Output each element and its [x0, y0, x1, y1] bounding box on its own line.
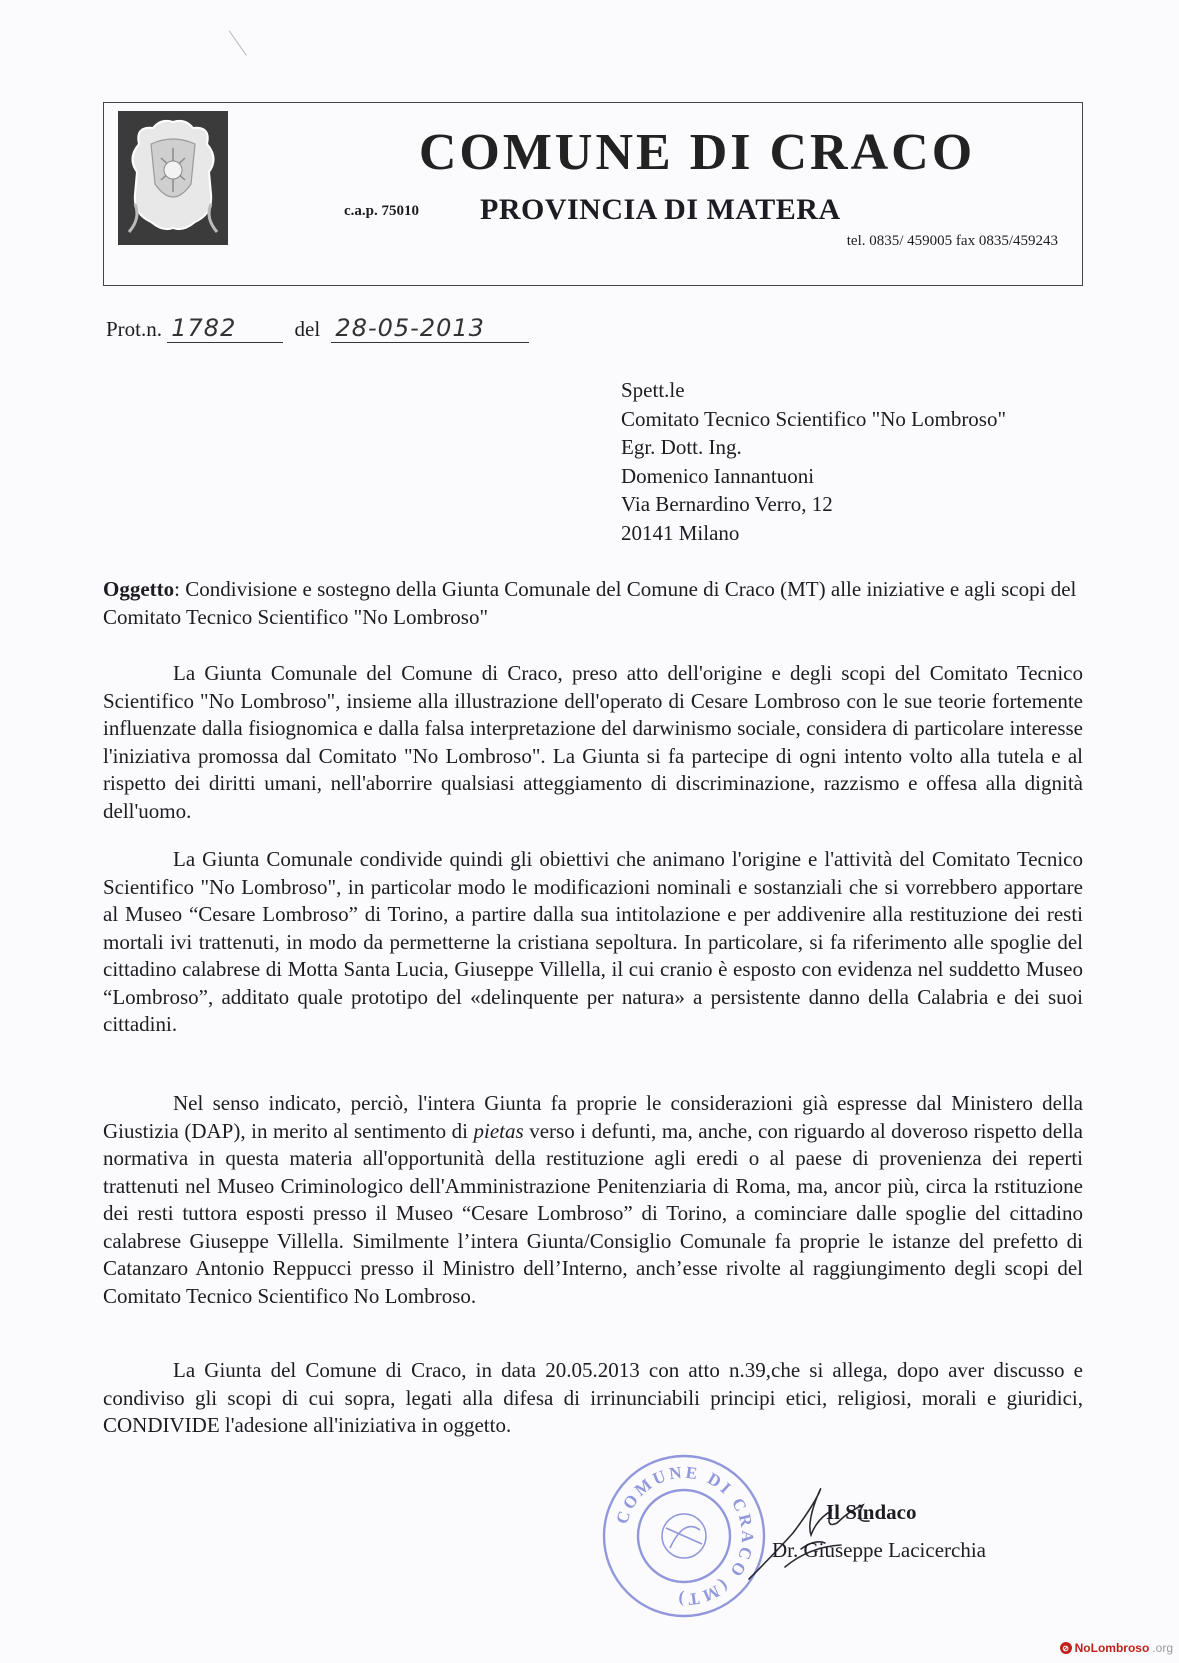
recipient-line: Egr. Dott. Ing.	[621, 435, 742, 459]
subject-text: : Condivisione e sostegno della Giunta Comunale del Comune di Craco (MT) alle iniziative e agli scopi del Comitato Tecnico Scientifico "No Lombroso"	[103, 577, 1077, 629]
recipient-line: Spett.le	[621, 378, 685, 402]
watermark-logo-icon: ⊘	[1060, 1642, 1072, 1654]
phone-fax: tel. 0835/ 459005 fax 0835/459243	[846, 233, 1058, 249]
subject-label: Oggetto	[103, 577, 175, 601]
paragraph-3-emphasis: pietas	[473, 1118, 524, 1143]
mayor-signature	[745, 1475, 885, 1585]
postal-code: c.a.p. 75010	[344, 203, 419, 219]
town-name: COMUNE DI CRACO	[418, 124, 976, 181]
municipal-crest-icon	[118, 111, 228, 245]
scan-mark	[229, 22, 258, 55]
stamp-text: COMUNE DI CRACO (MT)	[612, 1462, 758, 1610]
recipient-line: Comitato Tecnico Scientifico "No Lombroso"	[621, 406, 1007, 431]
watermark-brand: NoLombroso	[1074, 1641, 1150, 1655]
recipient-address	[621, 376, 1006, 547]
letterhead	[103, 102, 1083, 286]
recipient-line: Domenico Iannantuoni	[621, 463, 815, 488]
protocol-del-label: del	[294, 317, 321, 341]
protocol-date: 28-05-2013	[331, 314, 529, 343]
mayor-title: Il Sindaco	[826, 1500, 917, 1524]
mayor-name: Dr. Giuseppe Lacicerchia	[772, 1538, 986, 1562]
paragraph-4: La Giunta del Comune di Craco, in data 20.05.2013 con atto n.39,che si allega, dopo aver discusso e condiviso gli scopi di cui sopra, legati alla difesa di irrinunciabili principi etici, religiosi, morali e giuridici, CONDIVIDE l'adesione all'iniziativa in oggetto.	[103, 1358, 1083, 1437]
protocol-number: 1782	[167, 314, 283, 343]
paragraph-3	[103, 1090, 1083, 1310]
protocol-line	[106, 314, 529, 343]
paragraph-2: La Giunta Comunale condivide quindi gli obiettivi che animano l'origine e l'attività del Comitato Tecnico Scientifico "No Lombroso", in particolar modo le modificazioni nominali e sostanziali che si vorrebbero apportare al Museo “Cesare Lombroso” di Torino, a partire dalla sua intitolazione e per addivenire alla restituzione dei resti mortali ivi trattenuti, in modo da permetterne la cristiana sepoltura. In particolare, si fa riferimento alle spoglie del cittadino calabrese di Motta Santa Lucia, Giuseppe Villella, il cui cranio è esposto con evidenza nel suddetto Museo “Lombroso”, additato quale prototipo del «delinquente per natura» a persistente danno della Calabria e dei suoi cittadini.	[103, 847, 1083, 1036]
paragraph-3-part-a: Nel senso indicato, perciò, l'intera Giunta fa proprie le considerazioni già espresse dal Ministero della Giustizia (DAP), in merito al sentimento di	[103, 1091, 1083, 1143]
province-name: PROVINCIA DI MATERA	[480, 193, 841, 226]
paragraph-1: La Giunta Comunale del Comune di Craco, preso atto dell'origine e degli scopi del Comitato Tecnico Scientifico "No Lombroso", insieme alla illustrazione dell'operato di Cesare Lombroso con le sue teorie fortemente influenzate dalla fisiognomica e dalla falsa interpretazione del darwinismo sociale, considera di particolare interesse l'iniziativa promossa dal Comitato "No Lombroso". La Giunta si fa partecipe di ogni intento volto alla tutela e al rispetto dei diritti umani, nell'aborrire qualsiasi atteggiamento di discriminazione, razzismo e offesa alla dignità dell'uomo.	[103, 661, 1083, 823]
recipient-line: 20141 Milano	[621, 520, 740, 545]
recipient-line: Via Bernardino Verro, 12	[621, 492, 833, 516]
site-watermark	[1060, 1641, 1173, 1655]
paragraph-3-part-b: verso i defunti, ma, anche, con riguardo al doveroso rispetto della normativa in questa materia all'opportunità della restituzione agli eredi o al paese di provenienza dei reperti trattenuti nel Museo Criminologico dell'Amministrazione Penitenziaria di Roma, ma, ancor più, circa la rstituzione dei resti tuttora esposti presso il Museo “Cesare Lombroso” di Torino, a cominciare dalle spoglie del cittadino calabrese Giuseppe Villella. Similmente l’intera Giunta/Consiglio Comunale fa proprie le istanze del prefetto di Catanzaro Antonio Reppucci presso il Ministro dell’Interno, anch’esse rivolte al raggiungimento degli scopi del Comitato Tecnico Scientifico No Lombroso.	[103, 1118, 1084, 1308]
watermark-tld: .org	[1152, 1641, 1173, 1655]
protocol-label: Prot.n.	[106, 317, 163, 341]
subject-line	[103, 576, 1083, 631]
